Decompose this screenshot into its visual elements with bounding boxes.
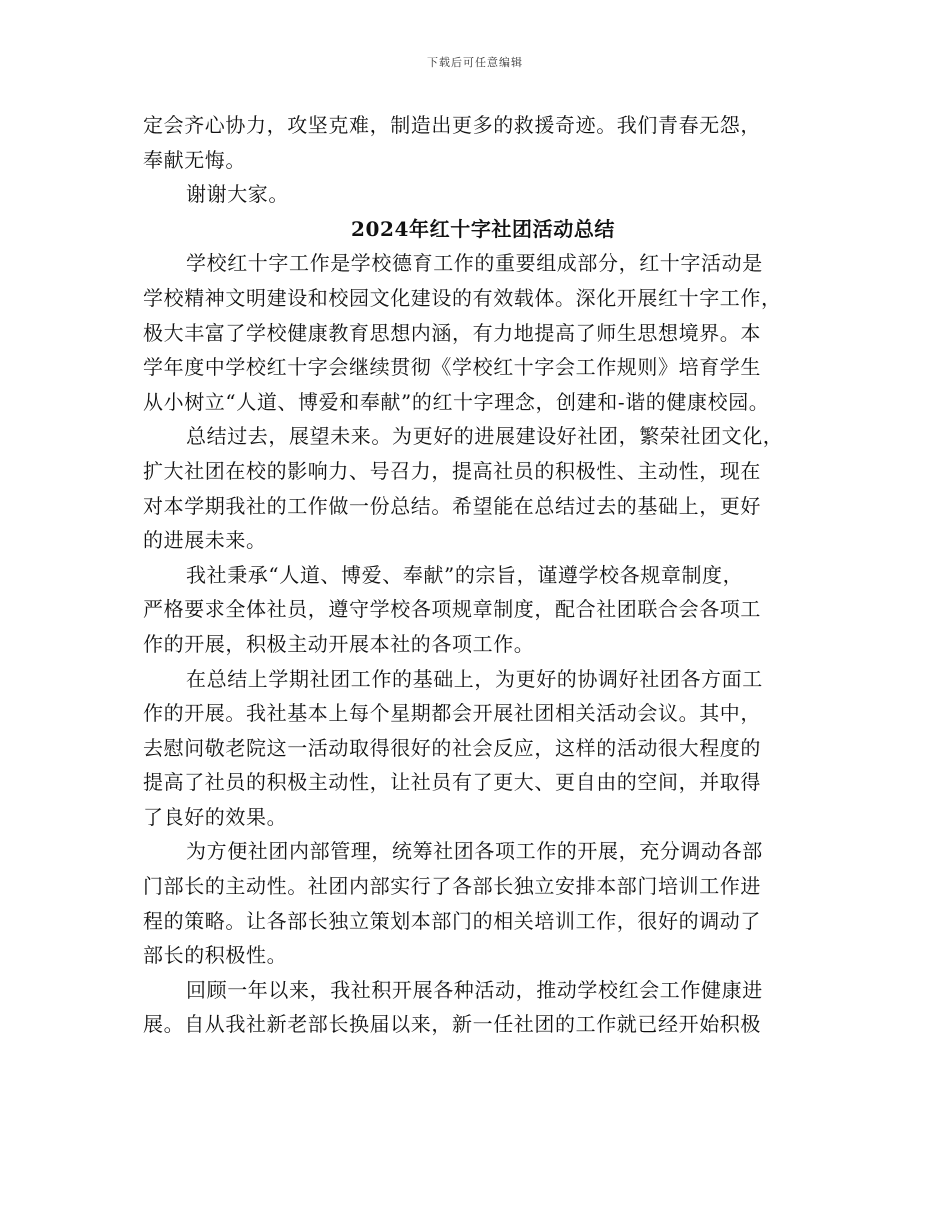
header-note: 下载后可任意编辑 xyxy=(427,56,523,69)
paragraph-line: 总结过去，展望未来。为更好的进展建设好社团，繁荣社团文化， xyxy=(186,424,784,449)
paragraph-line: 去慰问敬老院这一活动取得很好的社会反应，这样的活动很大程度的 xyxy=(143,735,761,760)
document-title: 2024年红十字社团活动总结 xyxy=(350,216,616,241)
paragraph-line: 为方便社团内部管理，统筹社团各项工作的开展，充分调动各部 xyxy=(186,839,763,864)
paragraph-line: 程的策略。让各部长独立策划本部门的相关培训工作，很好的调动了 xyxy=(143,908,761,933)
paragraph-line: 我社秉承“人道、博爱、奉献”的宗旨，谨遵学校各规章制度， xyxy=(186,562,744,587)
document-body xyxy=(143,108,833,1042)
paragraph-line: 展。自从我社新老部长换届以来，新一任社团的工作就已经开始积极 xyxy=(143,1012,761,1037)
paragraph-line: 回顾一年以来，我社积开展各种活动，推动学校红会工作健康进 xyxy=(186,977,763,1002)
paragraph-line: 部长的积极性。 xyxy=(143,943,288,968)
paragraph-line: 对本学期我社的工作做一份总结。希望能在总结过去的基础上，更好 xyxy=(143,493,761,518)
paragraph-line: 定会齐心协力，攻坚克难，制造出更多的救援奇迹。我们青春无怨， xyxy=(143,113,761,137)
paragraph-line: 学校精神文明建设和校园文化建设的有效载体。深化开展红十字工作， xyxy=(143,285,782,310)
paragraph-line: 奉献无悔。 xyxy=(143,147,246,172)
paragraph-line: 严格要求全体社员，遵守学校各项规章制度，配合社团联合会各项工 xyxy=(143,597,761,622)
paragraph-line: 了良好的效果。 xyxy=(143,804,288,829)
paragraph-line: 学年度中学校红十字会继续贯彻《学校红十字会工作规则》培育学生 xyxy=(143,355,761,380)
paragraph-line: 作的开展。我社基本上每个星期都会开展社团相关活动会议。其中， xyxy=(143,701,761,726)
paragraph-line: 作的开展，积极主动开展本社的各项工作。 xyxy=(143,631,535,656)
paragraph-line: 谢谢大家。 xyxy=(186,182,289,207)
paragraph-line: 扩大社团在校的影响力、号召力，提高社员的积极性、主动性，现在 xyxy=(143,458,761,483)
paragraph-line: 极大丰富了学校健康教育思想内涵，有力地提高了师生思想境界。本 xyxy=(143,320,761,345)
paragraph-line: 门部长的主动性。社团内部实行了各部长独立安排本部门培训工作进 xyxy=(143,874,761,899)
paragraph-line: 学校红十字工作是学校德育工作的重要组成部分，红十字活动是 xyxy=(186,251,763,276)
paragraph-line: 提高了社员的积极主动性，让社员有了更大、更自由的空间，并取得 xyxy=(143,770,761,795)
paragraph-line: 从小树立“人道、博爱和奉献”的红十字理念，创建和-谐的健康校园。 xyxy=(143,389,770,414)
paragraph-line: 的进展未来。 xyxy=(143,528,267,553)
paragraph-line: 在总结上学期社团工作的基础上，为更好的协调好社团各方面工 xyxy=(186,666,763,691)
